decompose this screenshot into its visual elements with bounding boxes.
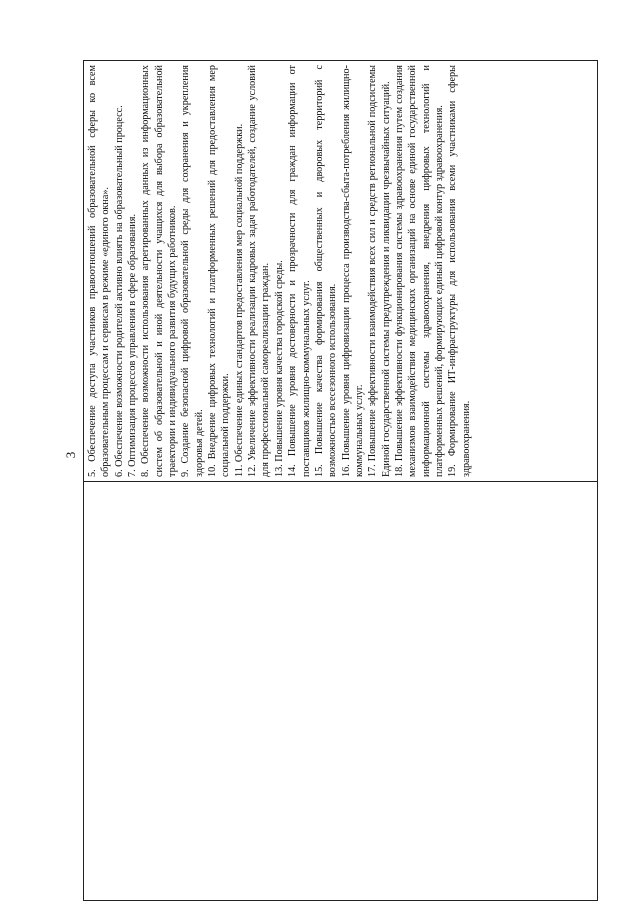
list-item-12: 12. Увеличение эффективности реализации кадровых задач работодателей, создание условий для профессиональной самореализации граждан. (247, 65, 272, 477)
list-item-5: 5. Обеспечение доступа участников правоотношений образовательной сферы ко всем образовательным процессам и сервисам в режиме «единого окна». (87, 65, 112, 477)
list-item-14: 14. Повышение уровня достоверности и прозрачности для граждан информации от поставщиков жилищно-коммунальных услуг. (287, 65, 312, 477)
list-item-11: 11. Обеспечение единых стандартов предоставления мер социальной поддержки. (233, 123, 245, 477)
rotated-page-content (83, 61, 598, 901)
list-item-17: 17. Повышение эффективности взаимодействия всех сил и средств региональной подсистемы Единой государственной системы предупреждения и ликвидации чрезвычайных ситуаций. (367, 65, 392, 477)
page-number: 3 (63, 451, 78, 459)
list-item-8: 8. Обеспечение возможности использования агрегированных данных из информационных систем об образовательной и иной деятельности учащихся для выбора образовательной траектории и индивидуального развития будущих работников. (140, 65, 179, 477)
numbered-list (84, 61, 473, 481)
list-item-10: 10. Внедрение цифровых технологий и платформенных решений для предоставления мер социальной поддержки. (207, 65, 232, 477)
list-item-15: 15. Повышение качества формирования общественных и дворовых территорий с возможностью всесезонного использования. (313, 65, 339, 477)
list-item-13: 13. Повышение уровня качества городской среды. (273, 260, 285, 477)
list-item-9: 9. Создание безопасной цифровой образовательной среды для сохранения и укрепления здоровья детей. (180, 65, 205, 477)
left-cell-empty (84, 482, 598, 901)
table-row (84, 61, 598, 901)
list-item-16: 16. Повышение уровня цифровизации процесса производства-сбыта-потребления жилищно-коммунальных услуг. (340, 65, 365, 477)
list-item-7: 7. Оптимизация процессов управления в сфере образования. (127, 214, 139, 477)
right-cell-items (84, 61, 598, 482)
list-item-19: 19. Формирование ИТ-инфраструктуры для использования всеми участниками сферы здравоохранения. (447, 65, 472, 477)
list-item-6: 6. Обеспечение возможности родителей активно влиять на образовательный процесс. (113, 105, 125, 477)
list-item-18: 18. Повышение эффективности функционирования системы здравоохранения путем создания механизмов взаимодействия медицинских организаций на основе единой государственной информационной системы здравоохранения, внедрения цифровых технологий и платформенных решений, формирующих единый цифровой контур здравоохранения. (393, 65, 445, 477)
document-table (83, 60, 598, 901)
